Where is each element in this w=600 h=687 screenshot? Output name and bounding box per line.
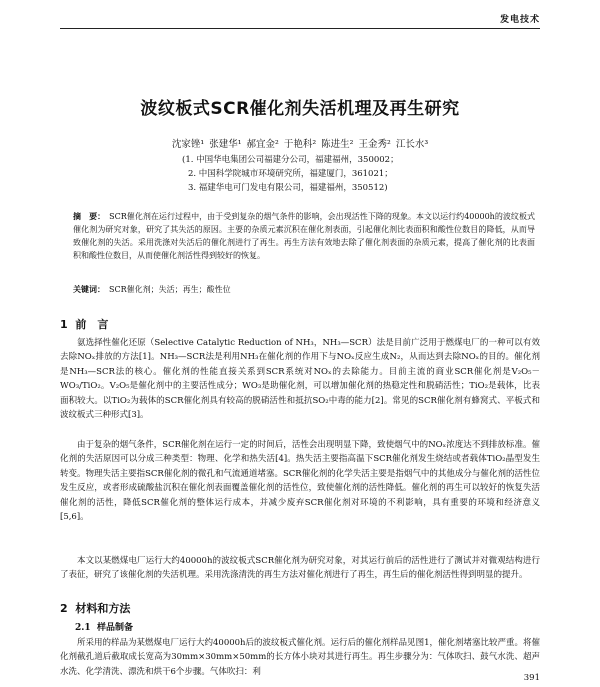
page-number: 391: [523, 673, 540, 683]
section-title: 材料和方法: [75, 602, 131, 615]
abstract: [73, 210, 535, 262]
paragraph: 由于复杂的烟气条件，SCR催化剂在运行一定的时间后，活性会出现明显下降，致使烟气中的NOₓ浓度达不到排放标准。催化剂的失活原因可以分成三种类型：物理、化学和热失活[4]。热失活主要指高温下SCR催化剂发生烧结或者载体TiO₂晶型发生转变。物理失活主要指SCR催化剂的微孔和气流通道堵塞。SCR催化剂的化学失活主要是指烟气中的其他成分与催化剂的活性位发生反应，或者形成硫酸盐沉积在催化剂表面覆盖催化剂的活性位，致使催化剂的活性降低。催化剂的再生可以较好的恢复失活催化剂的活性，降低SCR催化剂的整体运行成本，并减少废弃SCR催化剂对环境的不利影响，具有重要的环境和经济意义[5,6]。: [60, 440, 540, 523]
paper-title: 波纹板式SCR催化剂失活机理及再生研究: [140, 99, 460, 119]
author-list: 沈家锉¹ 张建华¹ 郝宜金² 于艳科² 陈进生² 王金秀² 江长水³: [171, 139, 429, 150]
abstract-label: 摘 要：: [73, 212, 106, 221]
paragraph: 本文以某燃煤电厂运行大约40000h的波纹板式SCR催化剂为研究对象，对其运行前后的活性进行了测试并对微观结构进行了表征，研究了该催化剂的失活机理。采用洗涤清洗的再生方法对催化剂进行了再生，再生后的催化剂活性得到明显的提升。: [60, 556, 540, 581]
section-number: 1: [60, 318, 68, 331]
affiliation-line: (1. 中国华电集团公司福建分公司，福建福州，350002；: [182, 155, 399, 165]
subsection-number: 2.1: [75, 623, 91, 633]
section-title: 前 言: [75, 318, 109, 331]
section-heading-1: [60, 316, 108, 332]
affiliations: [182, 153, 399, 195]
journal-tag: 发电技术: [499, 15, 540, 25]
subsection-heading: [75, 620, 133, 633]
subsection-title: 样品制备: [96, 623, 133, 633]
paragraph: 所采用的样品为某燃煤电厂运行大约40000h后的波纹板式催化剂。运行后的催化剂样品见图1，催化剂堵塞比较严重。将催化剂截孔道后截取成长宽高为30mm×30mm×50mm的长方体小块对其进行再生。再生步骤分为：气体吹扫、鼓气水洗、超声水洗、化学清洗、漂洗和烘干6个步骤。气体吹扫：利: [60, 638, 540, 677]
keywords: [73, 284, 535, 295]
keywords-label: 关键词：: [73, 285, 105, 294]
keywords-text: SCR催化剂；失活；再生；酸性位: [109, 285, 231, 294]
section-number: 2: [60, 602, 68, 615]
affiliation-line: 2. 中国科学院城市环境研究所，福建厦门，361021；: [188, 169, 393, 179]
header-rule: [60, 28, 540, 29]
paragraph: 氨选择性催化还原（Selective Catalytic Reduction of NH₃，NH₃—SCR）法是目前广泛用于燃煤电厂的一种可以有效去除NOₓ排放的方法[1]。NH₃—SCR法是利用NH₃在催化剂的作用下与NOₓ反应生成N₂，从而达到去除NOₓ的目的。催化剂是NH₃—SCR法的核心。催化剂的性能直接关系到SCR系统对NOₓ的去除能力。目前主流的商业SCR催化剂是V₂O₅－WO₃/TiO₂。V₂O₅是催化剂中的主要活性成分；WO₃是助催化剂，可以增加催化剂的热稳定性和脱硝活性；TiO₂是载体，比表面积较大。以TiO₂为载体的SCR催化剂具有较高的脱硝活性和抵抗SO₂中毒的能力[2]。常见的SCR催化剂有蜂窝式、平板式和波纹板式三种形式[3]。: [60, 338, 540, 421]
affiliation-line: 3. 福建华电可门发电有限公司，福建福州，350512): [188, 183, 388, 193]
abstract-text: SCR催化剂在运行过程中，由于受到复杂的烟气条件的影响，会出现活性下降的现象。本文以运行约40000h的波纹板式催化剂为研究对象，研究了其失活的原因。主要的杂质元素沉积在催化剂表面，引起催化剂比表面积和酸性位数目的降低，从而导致催化剂的失活。采用洗涤对失活后的催化剂进行了再生。再生方法有效地去除了催化剂表面的杂质元素，提高了催化剂的比表面积和酸性位数目，从而使催化剂活性得到较好的恢复。: [73, 212, 535, 260]
section-heading-2: [60, 600, 130, 616]
